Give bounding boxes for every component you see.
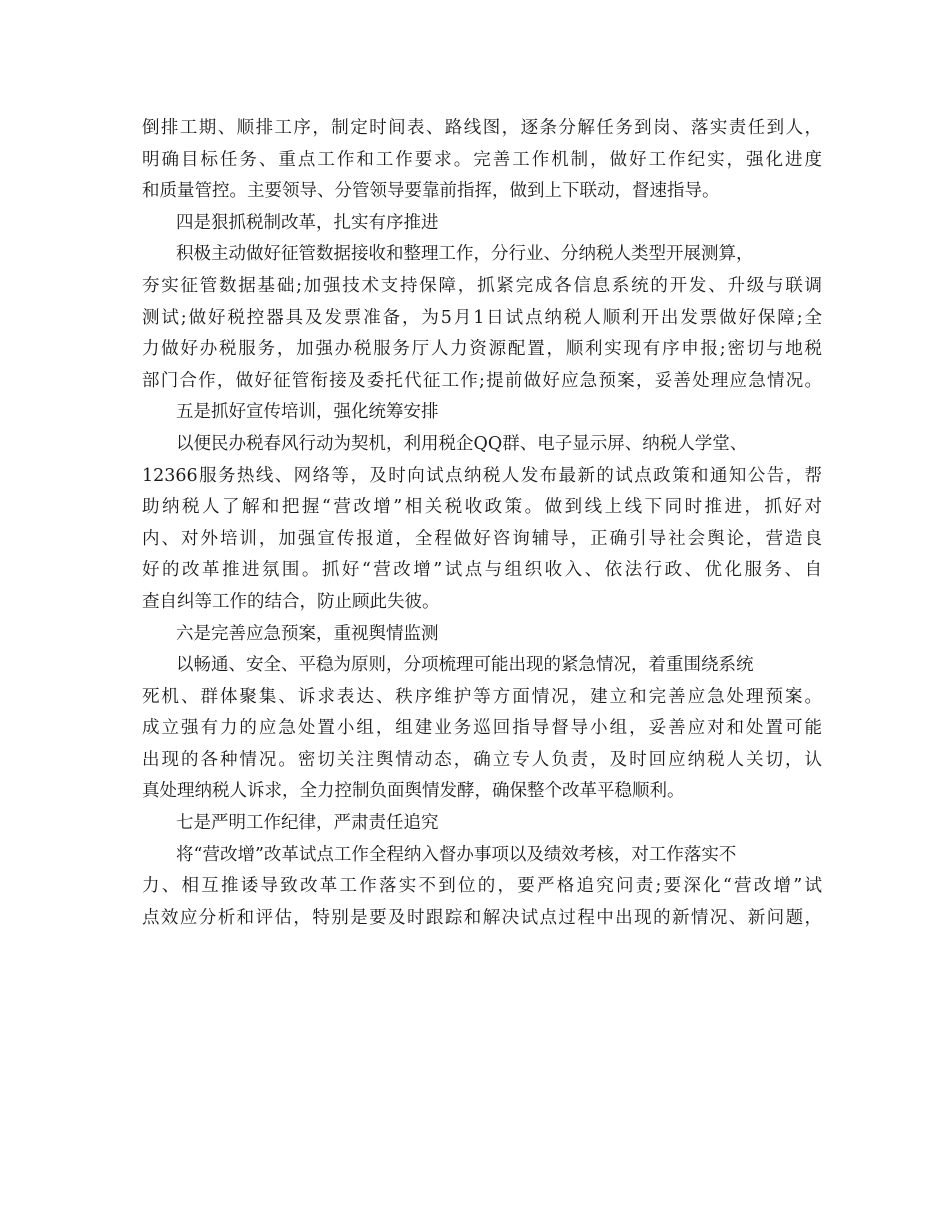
section-heading: 七是严明工作纪律，严肃责任追究 — [176, 813, 439, 834]
section-heading: 六是完善应急预案，重视舆情监测 — [176, 623, 439, 644]
paragraph-line: 和质量管控。主要领导、分管领导要靠前指挥，做到上下联动，督速指导。 — [142, 181, 720, 202]
paragraph-line: 明确目标任务、重点工作和工作要求。完善工作机制，做好工作纪实，强化进度 — [142, 149, 822, 170]
document-body — [142, 113, 822, 934]
paragraph-line: 成立强有力的应急处置小组，组建业务巡回指导督导小组，妥善应对和处置可能 — [142, 718, 822, 739]
paragraph-line: 好的改革推进氛围。抓好“营改增”试点与组织收入、依法行政、优化服务、自 — [142, 560, 822, 581]
paragraph-line: 积极主动做好征管数据接收和整理工作，分行业、分纳税人类型开展测算， — [176, 244, 754, 265]
paragraph-line: 夯实征管数据基础;加强技术支持保障，抓紧完成各信息系统的开发、升级与联调 — [142, 275, 822, 296]
paragraph-line: 测试;做好税控器具及发票准备，为5月1日试点纳税人顺利开出发票做好保障;全 — [142, 307, 822, 328]
paragraph-line: 内、对外培训，加强宣传报道，全程做好咨询辅导，正确引导社会舆论，营造良 — [142, 528, 822, 549]
section-heading: 五是抓好宣传培训，强化统筹安排 — [176, 402, 439, 423]
paragraph-line: 助纳税人了解和把握“营改增”相关税收政策。做到线上线下同时推进，抓好对 — [142, 497, 822, 518]
paragraph-line: 以畅通、安全、平稳为原则，分项梳理可能出现的紧急情况，着重围绕系统 — [176, 655, 754, 676]
paragraph-line: 查自纠等工作的结合，防止顾此失彼。 — [142, 591, 440, 612]
paragraph-line: 12366服务热线、网络等，及时向试点纳税人发布最新的试点政策和通知公告，帮 — [142, 465, 822, 486]
paragraph-line: 将“营改增”改革试点工作全程纳入督办事项以及绩效考核，对工作落实不 — [176, 844, 737, 865]
paragraph-line: 部门合作，做好征管衔接及委托代征工作;提前做好应急预案，妥善处理应急情况。 — [142, 370, 822, 391]
paragraph-line: 真处理纳税人诉求，全力控制负面舆情发酵，确保整个改革平稳顺利。 — [142, 781, 685, 802]
paragraph-line: 力做好办税服务，加强办税服务厅人力资源配置，顺利实现有序申报;密切与地税 — [142, 339, 822, 360]
paragraph-line: 出现的各种情况。密切关注舆情动态，确立专人负责，及时回应纳税人关切，认 — [142, 749, 822, 770]
paragraph-line: 力、相互推诿导致改革工作落实不到位的，要严格追究问责;要深化“营改增”试 — [142, 876, 822, 897]
paragraph-line: 点效应分析和评估，特别是要及时跟踪和解决试点过程中出现的新情况、新问题， — [142, 907, 822, 928]
section-heading: 四是狠抓税制改革，扎实有序推进 — [176, 212, 439, 233]
paragraph-line: 以便民办税春风行动为契机，利用税企QQ群、电子显示屏、纳税人学堂、 — [176, 433, 748, 454]
paragraph-line: 死机、群体聚集、诉求表达、秩序维护等方面情况，建立和完善应急处理预案。 — [142, 686, 822, 707]
paragraph-line: 倒排工期、顺排工序，制定时间表、路线图，逐条分解任务到岗、落实责任到人， — [142, 118, 822, 138]
